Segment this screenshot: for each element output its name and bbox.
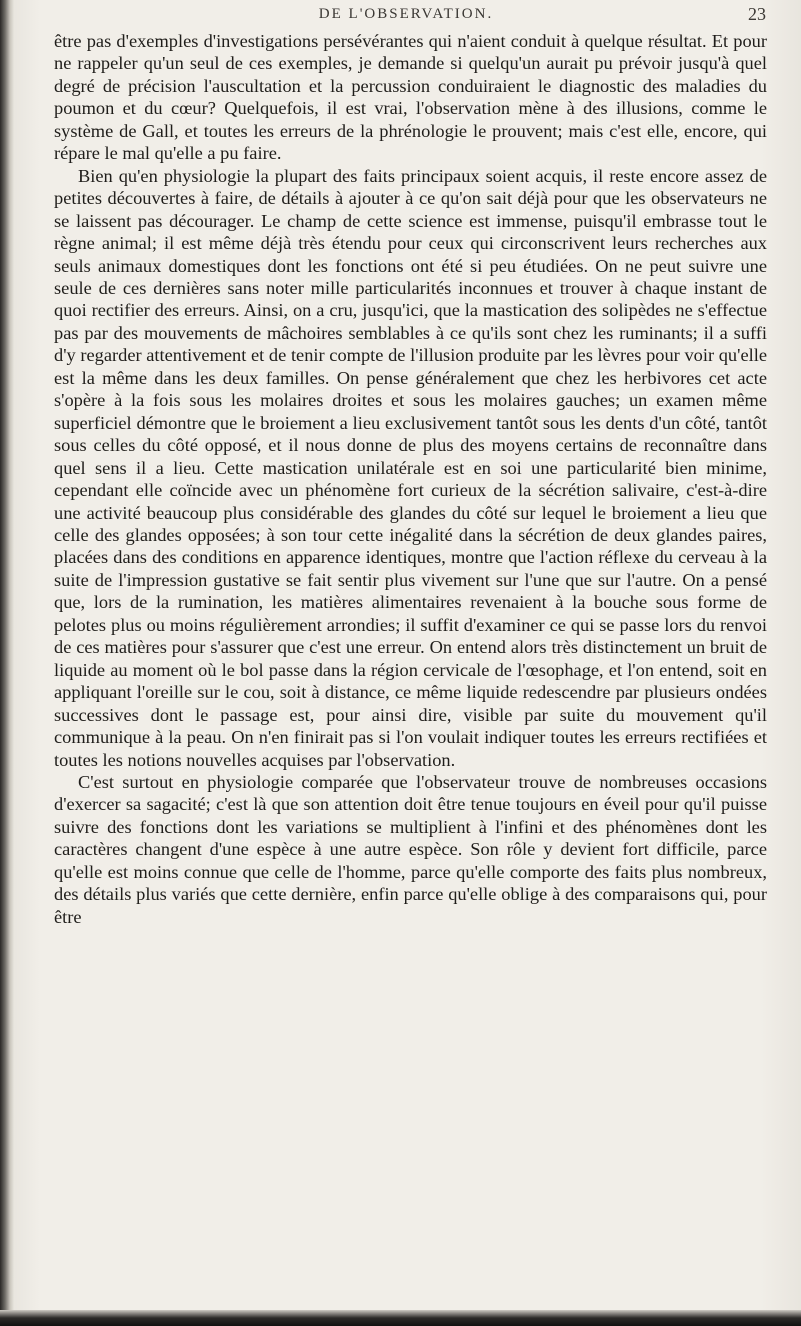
paragraph-observation-physiologie: Bien qu'en physiologie la plupart des faits principaux soient acquis, il reste encore assez de petites découvertes à faire, de détails à ajouter à ce qu'on sait déjà pour que les observateurs ne se laissent pas décourager. Le champ de cette science est immense, puisqu'il embrasse tout le règne animal; il est même déjà très étendu pour ceux qui circonscrivent leurs recherches aux seuls animaux domestiques dont les fonctions ont été si peu étudiées. On ne peut suivre une seule de ces dernières sans noter mille particularités inconnues et trouver à chaque instant de quoi rectifier des erreurs. Ainsi, on a cru, jusqu'ici, que la mastication des solipèdes ne s'effectue pas par des mouvements de mâchoires semblables à ce qu'ils sont chez les ruminants; il a suffi d'y regarder attentivement et de tenir compte de l'illusion produite par les lèvres pour voir qu'elle est la même dans les deux familles. On pense généralement que chez les herbivores cet acte s'opère à la fois sous les molaires droites et sous les molaires gauches; un examen même superficiel démontre que le broiement a lieu exclusivement tantôt sous les dents d'un côté, tantôt sous celles du côté opposé, et il nous donne de plus des moyens certains de reconnaître dans quel sens il a lieu. Cette mastication unilatérale est en soi une particularité bien minime, cependant elle coïncide avec un phénomène fort curieux de la sécrétion salivaire, c'est-à-dire une activité beaucoup plus considérable des glandes du côté sur lequel le broiement a lieu que celle des glandes opposées; à son tour cette inégalité dans la sécrétion de deux glandes paires, placées dans des conditions en apparence identiques, montre que l'action réflexe du cerveau à la suite de l'impression gustative se fait sentir plus vivement sur l'une que sur l'autre. On a pensé que, lors de la rumination, les matières alimentaires revenaient à la bouche sous forme de pelotes plus ou moins régulièrement arrondies; il suffit d'examiner ce qui se passe lors du renvoi de ces matières pour s'assurer que c'est une erreur. On entend alors très distinctement un bruit de liquide au moment où le bol passe dans la région cervicale de l'œsophage, et l'on entend, soit en appliquant l'oreille sur le cou, soit à distance, ce même liquide redescendre par plusieurs ondées successives dont le passage est, pour ainsi dire, visible par suite du mouvement qu'il communique à la peau. On n'en finirait pas si l'on voulait indiquer toutes les erreurs rectifiées et toutes les notions nouvelles acquises par l'observation. — [54, 165, 767, 770]
page-number: 23 — [748, 4, 766, 24]
body-text — [54, 30, 767, 928]
running-head: DE L'OBSERVATION. — [318, 6, 494, 22]
paragraph-physiologie-comparee: C'est surtout en physiologie comparée que l'observateur trouve de nombreuses occasions d'exercer sa sagacité; c'est là que son attention doit être tenue toujours en éveil pour qu'il puisse suivre des fonctions dont les variations se multiplient à l'infini et des phénomènes dont les caractères changent d'une espèce à une autre espèce. Son rôle y devient fort difficile, parce qu'elle est moins connue que celle de l'homme, parce qu'elle comporte des faits plus nombreux, des détails plus variés que cette dernière, enfin parce qu'elle oblige à des comparaisons qui, pour être — [54, 771, 767, 927]
scan-bottom-edge — [0, 1310, 801, 1326]
page-header — [46, 4, 766, 32]
binding-shadow — [0, 0, 14, 1326]
paragraph-continued: être pas d'exemples d'investigations persévérantes qui n'aient conduit à quelque résultat. Et pour ne rappeler qu'un seul de ces exemples, je demande si quelqu'un aurait pu prévoir jusqu'à quel degré de précision l'auscultation et la percussion conduiraient le diagnostic des maladies du poumon et du cœur? Quelquefois, il est vrai, l'observation mène à des illusions, comme le système de Gall, et toutes les erreurs de la phrénologie le prouvent; mais c'est elle, encore, qui répare le mal qu'elle a pu faire. — [54, 31, 767, 164]
